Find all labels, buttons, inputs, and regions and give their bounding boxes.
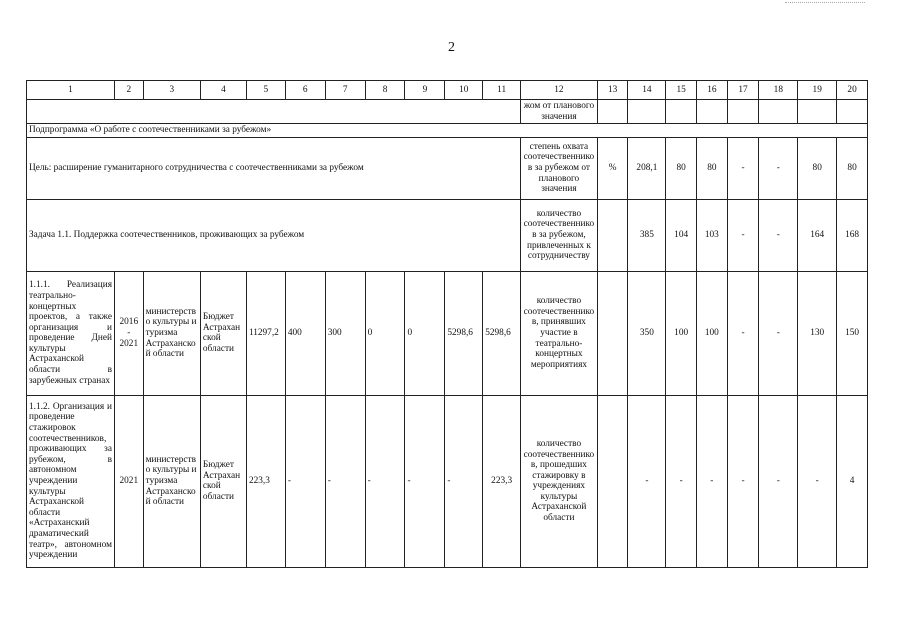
column-number-row xyxy=(27,81,868,100)
value-cell: - xyxy=(798,395,837,567)
col-header: 2 xyxy=(114,81,143,100)
amount-year: - xyxy=(325,395,365,567)
executor: министерство культуры и туризма Астраханской области xyxy=(143,395,200,567)
goal-value: 80 xyxy=(666,137,697,199)
col-header: 12 xyxy=(521,81,598,100)
goal-value: 80 xyxy=(697,137,728,199)
amount-total: 11297,2 xyxy=(246,271,285,395)
value-cell: - xyxy=(727,395,759,567)
subprogram-title: Подпрограмма «О работе с соотечественниками за рубежом» xyxy=(27,124,868,138)
value-cell: - xyxy=(697,395,728,567)
col-header: 1 xyxy=(27,81,115,100)
period: 2021 xyxy=(114,395,143,567)
amount-year: - xyxy=(405,395,445,567)
goal-indicator: степень охвата соотечественников за рубежом от планового значения xyxy=(521,137,598,199)
goal-row xyxy=(27,137,868,199)
task-value: 168 xyxy=(837,199,868,271)
task-value: - xyxy=(759,199,798,271)
col-header: 4 xyxy=(200,81,246,100)
task-value: 385 xyxy=(628,199,666,271)
col-header: 18 xyxy=(759,81,798,100)
period: 2016 - 2021 xyxy=(114,271,143,395)
col-header: 7 xyxy=(325,81,365,100)
amount-year: - xyxy=(445,395,483,567)
col-header: 17 xyxy=(727,81,759,100)
measure-name: 1.1.2. Организация и проведение стажировок соотечественников, проживающих за рубежом, в автономном учреждении культуры Астраханской области «Астраханский драматический театр», автономном учреждении xyxy=(27,395,115,567)
col-header: 11 xyxy=(483,81,521,100)
task-text: Задача 1.1. Поддержка соотечественников, проживающих за рубежом xyxy=(27,199,521,271)
amount-year: 223,3 xyxy=(483,395,521,567)
value-cell: - xyxy=(759,395,798,567)
table-row xyxy=(27,395,868,567)
value-cell: 130 xyxy=(798,271,837,395)
indicator-cell: количество соотечественников, принявших участие в театрально-концертных мероприятиях xyxy=(521,271,598,395)
value-cell: 4 xyxy=(837,395,868,567)
col-header: 9 xyxy=(405,81,445,100)
col-header: 14 xyxy=(628,81,666,100)
value-cell: - xyxy=(759,271,798,395)
col-header: 15 xyxy=(666,81,697,100)
continuation-row xyxy=(27,100,868,124)
amount-year: 5298,6 xyxy=(445,271,483,395)
task-value: 164 xyxy=(798,199,837,271)
page-number: 2 xyxy=(448,40,455,55)
col-header: 3 xyxy=(143,81,200,100)
goal-text: Цель: расширение гуманитарного сотрудничества с соотечественниками за рубежом xyxy=(27,137,521,199)
funding-source: Бюджет Астраханской области xyxy=(200,271,246,395)
goal-value: 80 xyxy=(798,137,837,199)
value-cell: - xyxy=(628,395,666,567)
scan-mark xyxy=(785,2,865,4)
table-row xyxy=(27,271,868,395)
unit-cell xyxy=(597,271,628,395)
measure-name: 1.1.1. Реализация театрально-концертных проектов, а также организация и проведение Дней культуры Астраханской области в зарубежных странах xyxy=(27,271,115,395)
amount-year: 0 xyxy=(405,271,445,395)
task-value: - xyxy=(727,199,759,271)
value-cell: - xyxy=(727,271,759,395)
amount-year: - xyxy=(365,395,405,567)
task-indicator: количество соотечественников за рубежом, привлеченных к сотрудничеству xyxy=(521,199,598,271)
goal-unit: % xyxy=(597,137,628,199)
indicator-cell: количество соотечественников, прошедших стажировку в учреждениях культуры Астраханской области xyxy=(521,395,598,567)
amount-year: 400 xyxy=(285,271,325,395)
amount-year: - xyxy=(285,395,325,567)
amount-year: 300 xyxy=(325,271,365,395)
col-header: 16 xyxy=(697,81,728,100)
value-cell: 350 xyxy=(628,271,666,395)
program-table xyxy=(26,80,868,568)
goal-value: 208,1 xyxy=(628,137,666,199)
amount-year: 0 xyxy=(365,271,405,395)
funding-source: Бюджет Астраханской области xyxy=(200,395,246,567)
goal-value: 80 xyxy=(837,137,868,199)
task-value: 103 xyxy=(697,199,728,271)
task-value: 104 xyxy=(666,199,697,271)
col-header: 13 xyxy=(597,81,628,100)
value-cell: 100 xyxy=(697,271,728,395)
col-header: 20 xyxy=(837,81,868,100)
amount-year: 5298,6 xyxy=(483,271,521,395)
amount-total: 223,3 xyxy=(246,395,285,567)
goal-value: - xyxy=(727,137,759,199)
task-row xyxy=(27,199,868,271)
col-header: 8 xyxy=(365,81,405,100)
col-header: 6 xyxy=(285,81,325,100)
col-header: 10 xyxy=(445,81,483,100)
value-cell: 150 xyxy=(837,271,868,395)
col-header: 5 xyxy=(246,81,285,100)
goal-value: - xyxy=(759,137,798,199)
col-header: 19 xyxy=(798,81,837,100)
value-cell: 100 xyxy=(666,271,697,395)
executor: министерство культуры и туризма Астраханской области xyxy=(143,271,200,395)
value-cell: - xyxy=(666,395,697,567)
indicator-cell: жом от планового значения xyxy=(521,100,598,124)
unit-cell xyxy=(597,395,628,567)
subprogram-row xyxy=(27,124,868,138)
